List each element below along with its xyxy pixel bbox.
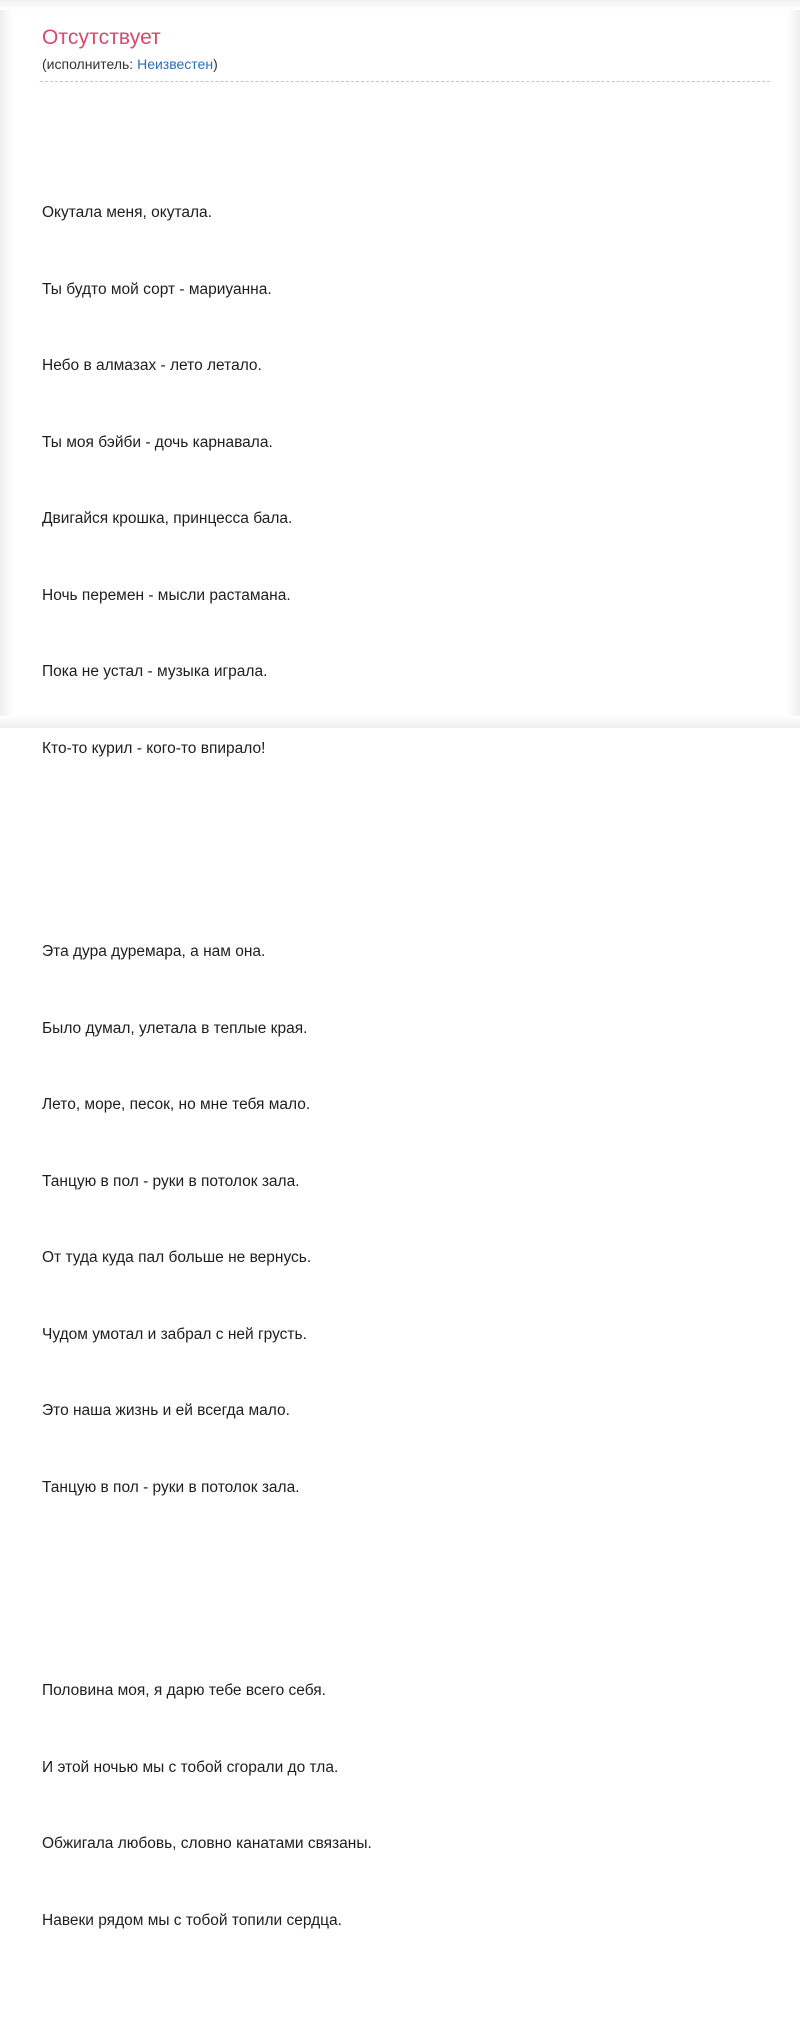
- lyrics-verse: [42, 149, 770, 812]
- page-edge-top: [0, 0, 800, 10]
- page-title: Отсутствует: [42, 26, 161, 49]
- lyrics-line: Обжигала любовь, словно канатами связаны.: [42, 1835, 372, 1852]
- lyrics-line: От туда куда пал больше не вернусь.: [42, 1249, 312, 1266]
- lyrics-line: Кто-то курил - кого-то впирало!: [42, 739, 266, 757]
- page-edge-left: [0, 0, 13, 728]
- lyrics-line: Двигайся крошка, принцесса бала.: [42, 510, 293, 527]
- lyrics-line: Пока не устал - музыка играла.: [42, 663, 268, 680]
- lyrics-line: Ты будто мой сорт - мариуанна.: [42, 280, 272, 298]
- lyrics-line: Лето, море, песок, но мне тебя мало.: [42, 1096, 311, 1113]
- lyrics-line: Было думал, улетала в теплые края.: [42, 1019, 308, 1037]
- lyrics-line: И этой ночью мы с тобой сгорали до тла.: [42, 1758, 339, 1776]
- lyrics-line: Небо в алмазах - лето летало.: [42, 357, 262, 374]
- artist-line: [42, 56, 770, 72]
- artist-suffix-label: ): [213, 56, 218, 72]
- lyrics-line: Это наша жизнь и ей всегда мало.: [42, 1402, 290, 1419]
- lyrics-line: Танцую в пол - руки в потолок зала.: [42, 1478, 300, 1496]
- lyrics-line: Окутала меня, окутала.: [42, 204, 212, 221]
- lyrics-line: Танцую в пол - руки в потолок зала.: [42, 1172, 300, 1190]
- artist-link[interactable]: Неизвестен: [137, 56, 214, 72]
- lyrics-line: Эта дура дуремара, а нам она.: [42, 943, 266, 960]
- lyrics-line: Навеки рядом мы с тобой топили сердца.: [42, 1911, 342, 1929]
- artist-prefix-label: (исполнитель:: [42, 56, 138, 72]
- content-area: [40, 26, 770, 2035]
- lyrics-verse: [42, 888, 770, 1551]
- page-edge-right: [787, 0, 800, 728]
- lyrics-line: Половина моя, я дарю тебе всего себя.: [42, 1682, 326, 1699]
- lyrics-body: [42, 98, 770, 2035]
- lyrics-line: Ты моя бэйби - дочь карнавала.: [42, 433, 273, 451]
- lyrics-verse: [42, 1627, 770, 1984]
- header-divider: [40, 81, 770, 82]
- lyrics-line: Ночь перемен - мысли растамана.: [42, 586, 291, 604]
- lyrics-line: Чудом умотал и забрал с ней грусть.: [42, 1325, 307, 1343]
